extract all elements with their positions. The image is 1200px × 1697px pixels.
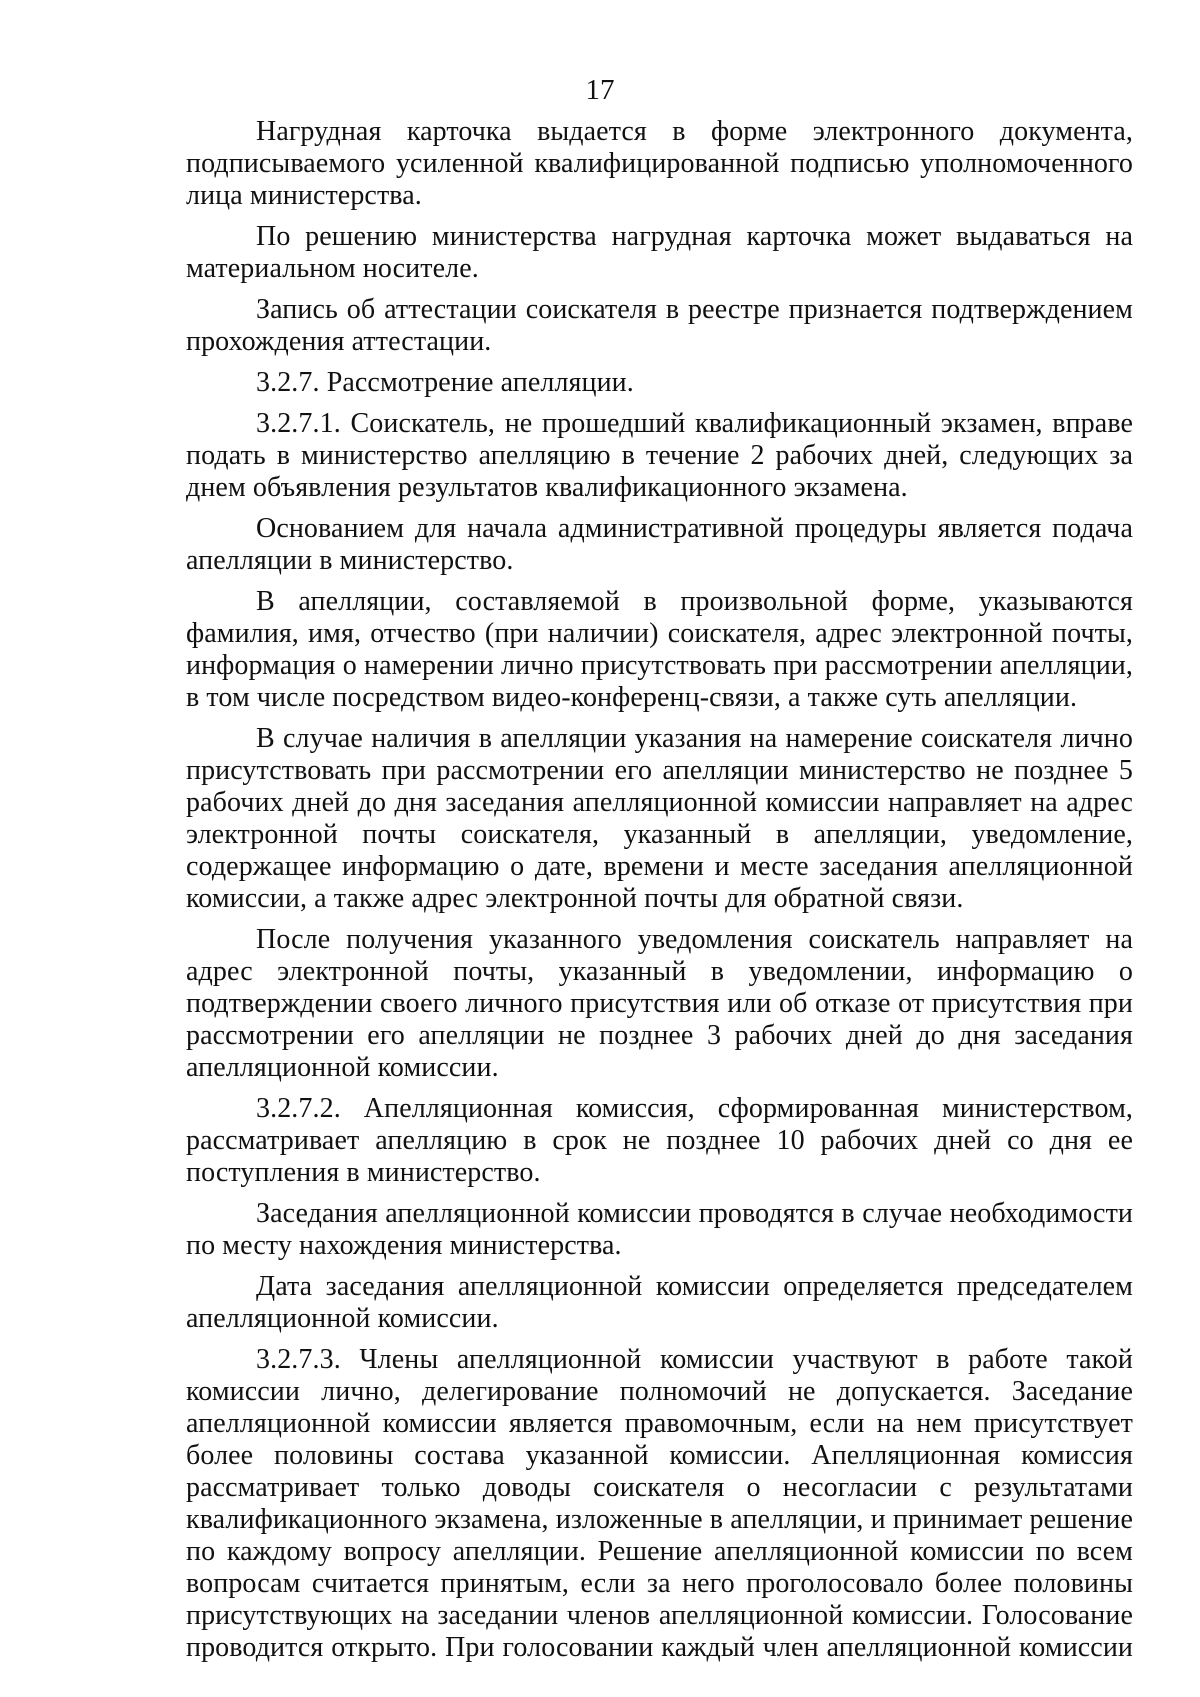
- page-number: 17: [585, 74, 615, 106]
- paragraph-3-2-7-3: 3.2.7.3. Члены апелляционной комиссии участвуют в работе такой комиссии лично, делегирование полномочий не допускается. Заседание апелляционной комиссии является правомочным, если на нем присутствует более половины состава указанной комиссии. Апелляционная комиссия рассматривает только доводы соискателя о несогласии с результатами квалификационного экзамена, изложенные в апелляции, и принимает решение по каждому вопросу апелляции. Решение апелляционной комиссии по всем вопросам считается принятым, если за него проголосовало более половины присутствующих на заседании членов апелляционной комиссии. Голосование проводится открыто. При голосовании каждый член апелляционной комиссии: [186, 1344, 1133, 1663]
- paragraph-badge-material-carrier: По решению министерства нагрудная карточка может выдаваться на материальном носителе.: [186, 221, 1133, 284]
- paragraph-3-2-7-2: 3.2.7.2. Апелляционная комиссия, сформированная министерством, рассматривает апелляцию в срок не позднее 10 рабочих дней со дня ее поступления в министерство.: [186, 1093, 1133, 1188]
- paragraph-presence-confirmation: После получения указанного уведомления соискатель направляет на адрес электронной почты, указанный в уведомлении, информацию о подтверждении своего личного присутствия или об отказе от присутствия при рассмотрении его апелляции не позднее 3 рабочих дней до дня заседания апелляционной комиссии.: [186, 924, 1133, 1083]
- paragraph-appeal-contents: В апелляции, составляемой в произвольной форме, указываются фамилия, имя, отчество (при наличии) соискателя, адрес электронной почты, информация о намерении лично присутствовать при рассмотрении апелляции, в том числе посредством видео-конференц-связи, а также суть апелляции.: [186, 586, 1133, 713]
- paragraph-procedure-grounds: Основанием для начала административной процедуры является подача апелляции в министерство.: [186, 513, 1133, 576]
- paragraph-meeting-date: Дата заседания апелляционной комиссии определяется председателем апелляционной комиссии.: [186, 1271, 1133, 1334]
- paragraph-badge-issuance: Нагрудная карточка выдается в форме электронного документа, подписываемого усиленной квалифицированной подписью уполномоченного лица министерства.: [186, 116, 1133, 211]
- paragraph-3-2-7-1: 3.2.7.1. Соискатель, не прошедший квалификационный экзамен, вправе подать в министерство апелляцию в течение 2 рабочих дней, следующих за днем объявления результатов квалификационного экзамена.: [186, 408, 1133, 503]
- paragraph-registry-record: Запись об аттестации соискателя в реестре признается подтверждением прохождения аттестации.: [186, 294, 1133, 357]
- section-heading-appeal: 3.2.7. Рассмотрение апелляции.: [256, 367, 634, 398]
- document-body: [186, 116, 1133, 1673]
- paragraph-personal-presence-notice: В случае наличия в апелляции указания на намерение соискателя лично присутствовать при рассмотрении его апелляции министерство не позднее 5 рабочих дней до дня заседания апелляционной комиссии направляет на адрес электронной почты соискателя, указанный в апелляции, уведомление, содержащее информацию о дате, времени и месте заседания апелляционной комиссии, а также адрес электронной почты для обратной связи.: [186, 723, 1133, 914]
- paragraph-meeting-location: Заседания апелляционной комиссии проводятся в случае необходимости по месту нахождения министерства.: [186, 1198, 1133, 1261]
